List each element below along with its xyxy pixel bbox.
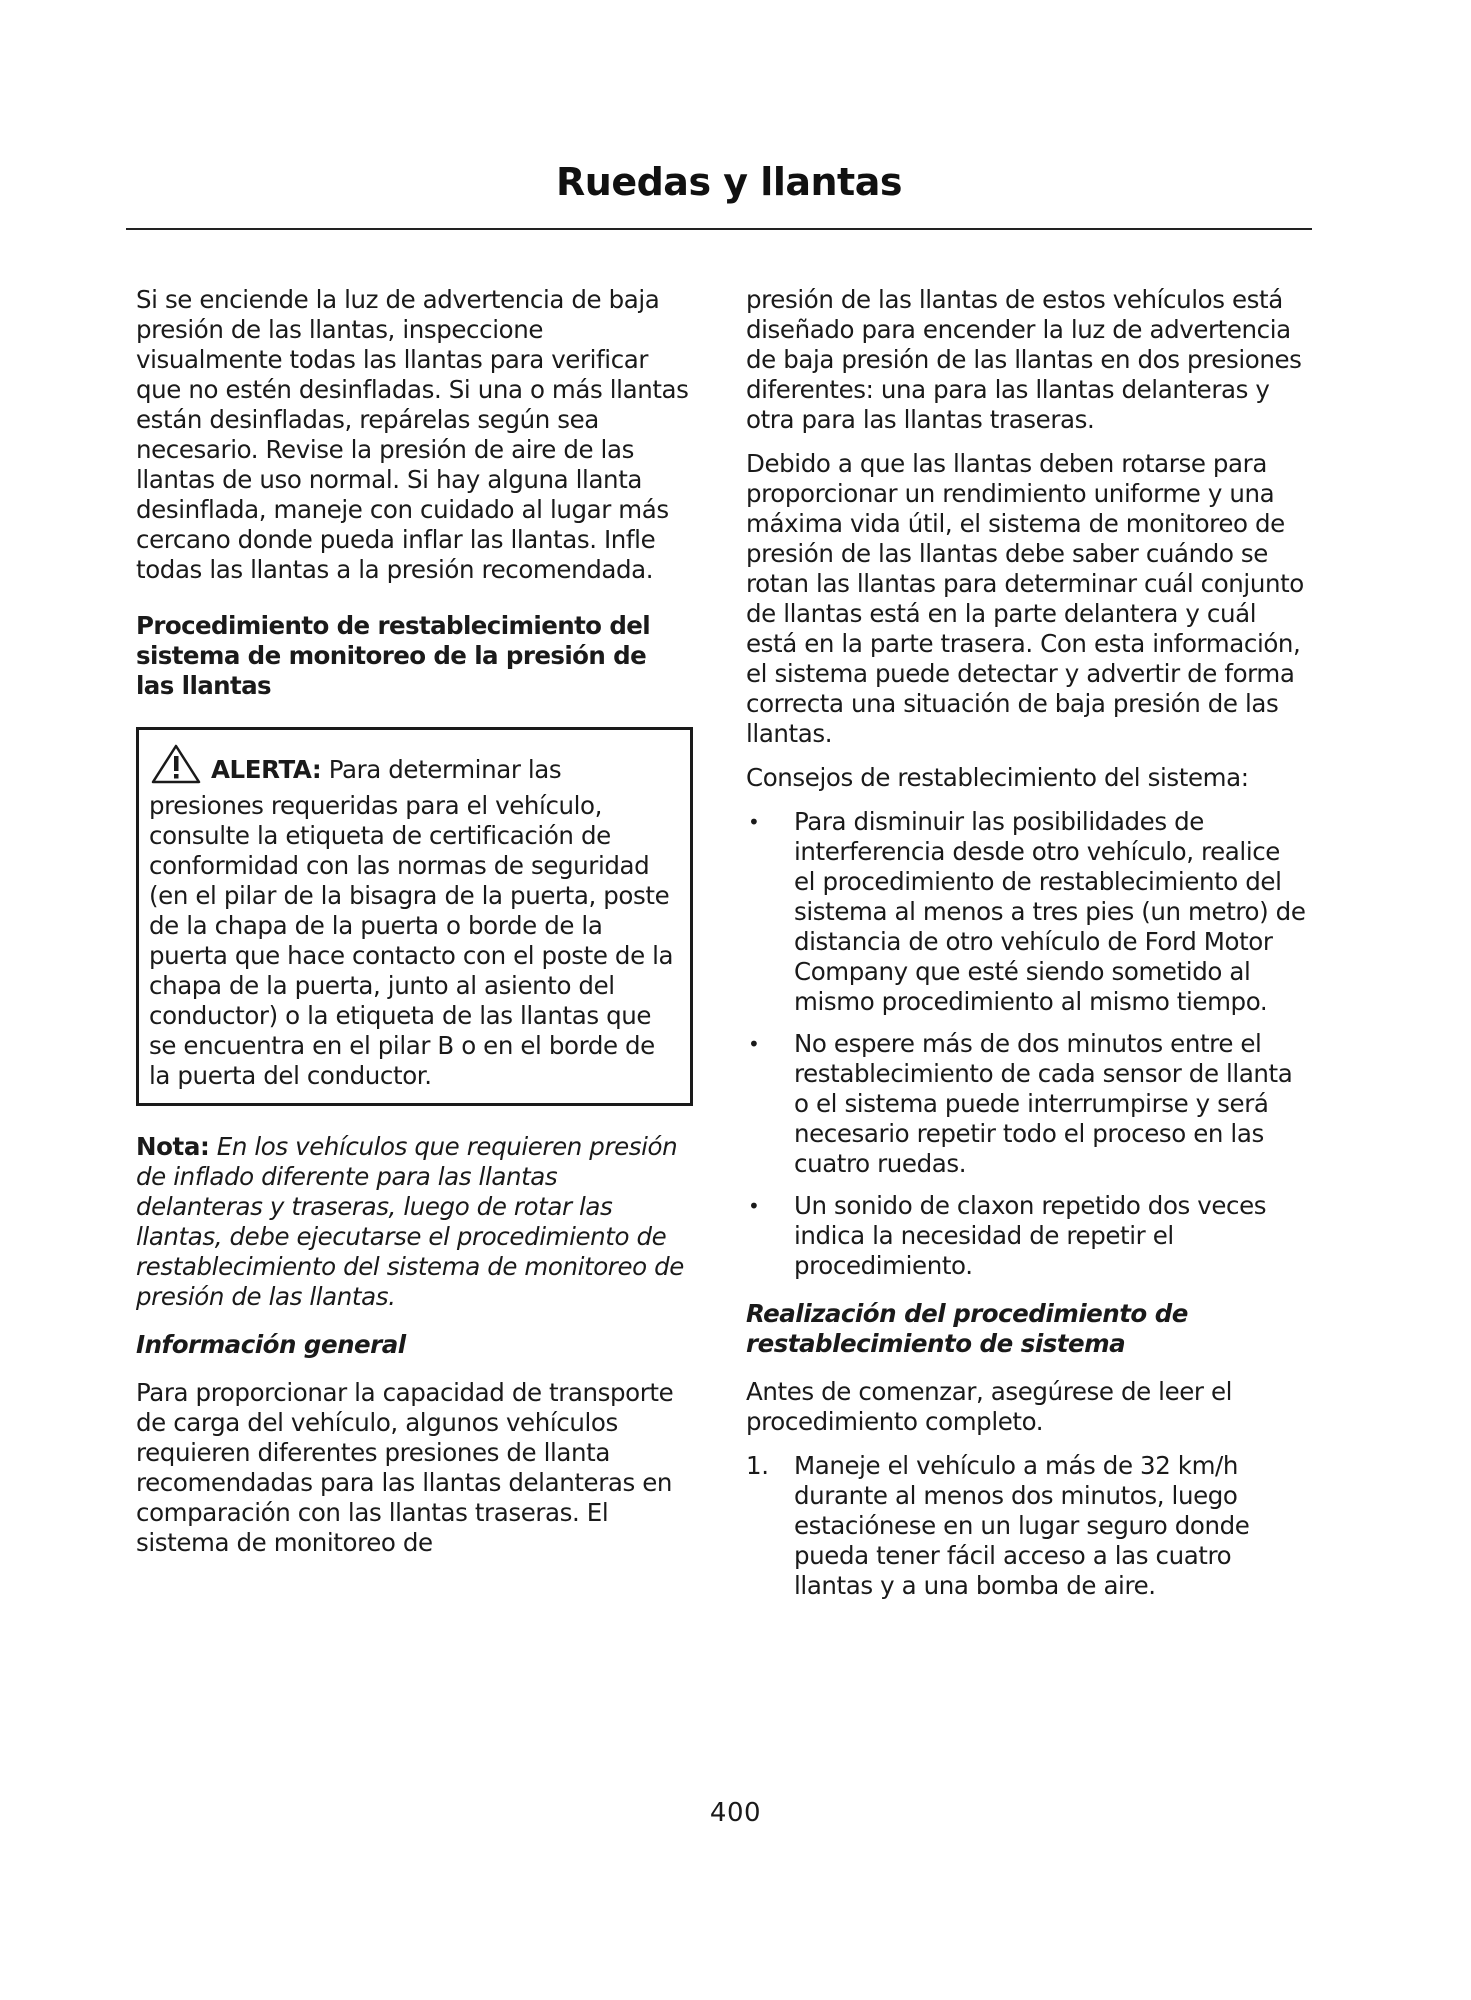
tips-list: [746, 807, 1306, 1281]
section-heading: Procedimiento de restablecimiento del sistema de monitoreo de la presión de las llantas: [136, 611, 651, 700]
steps-list: [746, 1451, 1306, 1601]
list-item: [746, 1029, 1306, 1179]
bullet-icon: •: [748, 1194, 760, 1218]
tip-text: Para disminuir las posibilidades de interferencia desde otro vehículo, realice el procedimiento de restablecimiento del sistema al menos a tres pies (un metro) de distancia de otro vehículo de Ford Motor Company que esté siendo sometido al mismo procedimiento al mismo tiempo.: [794, 807, 1306, 1016]
list-item: [746, 1451, 1306, 1601]
warning-triangle-icon: [151, 744, 201, 791]
step-text: Maneje el vehículo a más de 32 km/h durante al menos dos minutos, luego estaciónese en un lugar seguro donde pueda tener fácil acceso a las cuatro llantas y a una bomba de aire.: [794, 1451, 1250, 1600]
tip-text: Un sonido de claxon repetido dos veces indica la necesidad de repetir el procedimiento.: [794, 1191, 1267, 1280]
alert-label: ALERTA:: [211, 755, 322, 784]
procedure-heading: Realización del procedimiento de restablecimiento de sistema: [746, 1299, 1188, 1358]
procedure-intro: Antes de comenzar, asegúrese de leer el procedimiento completo.: [746, 1377, 1233, 1436]
alert-paragraph: [149, 744, 680, 1091]
right-column: [746, 285, 1306, 1615]
page-number: 400: [709, 1798, 762, 1828]
note-paragraph: [136, 1132, 691, 1312]
step-number: 1.: [746, 1451, 769, 1480]
tip-text: No espere más de dos minutos entre el restablecimiento de cada sensor de llanta o el sistema puede interrumpirse y será necesario repetir todo el proceso en las cuatro ruedas.: [794, 1029, 1293, 1178]
list-item: [746, 807, 1306, 1017]
tips-intro: Consejos de restablecimiento del sistema:: [746, 763, 1249, 792]
continuation-paragraph: presión de las llantas de estos vehículos está diseñado para encender la luz de advertencia de baja presión de las llantas en dos presiones diferentes: una para las llantas delanteras y otra para las llantas traseras.: [746, 285, 1302, 434]
bullet-icon: •: [748, 1032, 760, 1056]
alert-box: [136, 727, 693, 1106]
header-divider: [126, 228, 1312, 230]
alert-text: Para determinar las presiones requeridas para el vehículo, consulte la etiqueta de certificación de conformidad con las normas de seguridad (en el pilar de la bisagra de la puerta, poste de la chapa de la puerta o borde de la puerta que hace contacto con el poste de la chapa de la puerta, junto al asiento del conductor) o la etiqueta de las llantas que se encuentra en el pilar B o en el borde de la puerta del conductor.: [149, 755, 674, 1090]
list-item: [746, 1191, 1306, 1281]
page-header: [126, 160, 1312, 204]
rotation-paragraph: Debido a que las llantas deben rotarse para proporcionar un rendimiento uniforme y una máxima vida útil, el sistema de monitoreo de presión de las llantas debe saber cuándo se rotan las llantas para determinar cuál conjunto de llantas está en la parte delantera y cuál está en la parte trasera. Con esta información, el sistema puede detectar y advertir de forma correcta una situación de baja presión de las llantas.: [746, 449, 1304, 748]
note-text: En los vehículos que requieren presión de inflado diferente para las llantas delanteras y traseras, luego de rotar las llantas, debe ejecutarse el procedimiento de restablecimiento del sistema de monitoreo de presión de las llantas.: [136, 1132, 684, 1311]
page-title: Ruedas y llantas: [556, 160, 902, 204]
bullet-icon: •: [748, 810, 760, 834]
general-info-paragraph: Para proporcionar la capacidad de transporte de carga del vehículo, algunos vehículos requieren diferentes presiones de llanta recomendadas para las llantas delanteras en comparación con las llantas traseras. El sistema de monitoreo de: [136, 1378, 674, 1557]
general-info-heading: Información general: [136, 1330, 406, 1359]
note-label: Nota:: [136, 1132, 210, 1161]
left-column: [136, 285, 691, 1572]
intro-paragraph: Si se enciende la luz de advertencia de baja presión de las llantas, inspeccione visualmente todas las llantas para verificar que no estén desinfladas. Si una o más llantas están desinfladas, repárelas según sea necesario. Revise la presión de aire de las llantas de uso normal. Si hay alguna llanta desinflada, maneje con cuidado al lugar más cercano donde pueda inflar las llantas. Infle todas las llantas a la presión recomendada.: [136, 285, 689, 584]
